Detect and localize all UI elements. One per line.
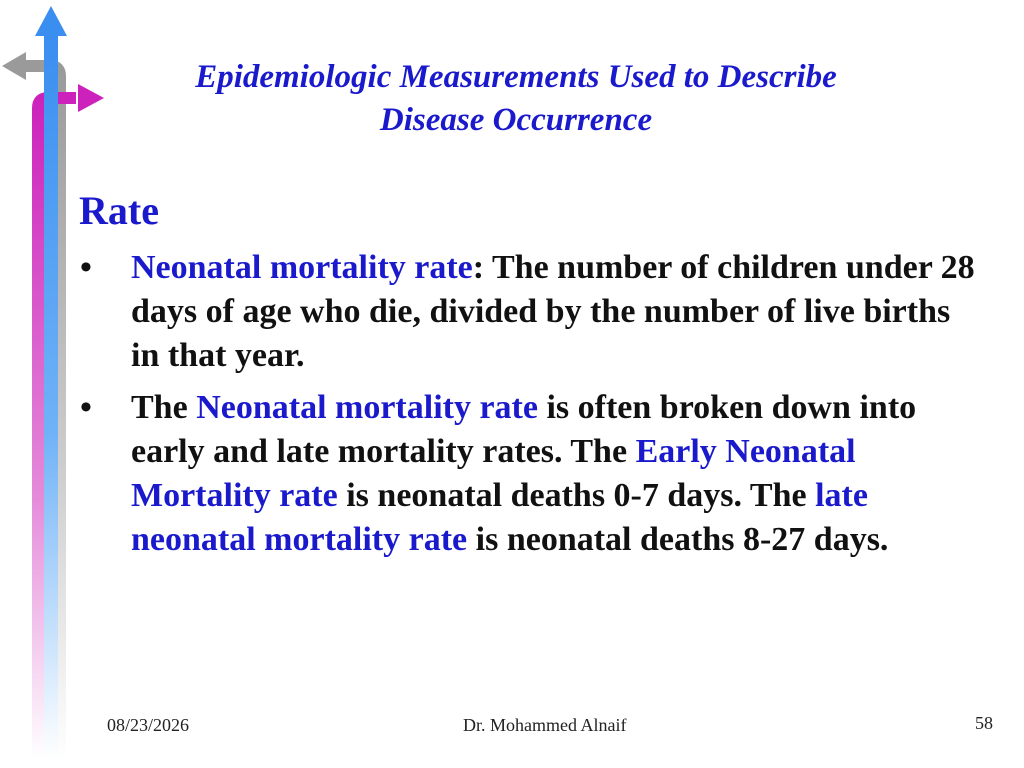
term-early-neonatal-mortality-rate: Early Neonatal Mortality rate bbox=[131, 433, 856, 514]
footer-author: Dr. Mohammed Alnaif bbox=[463, 715, 627, 735]
bullet-item bbox=[80, 386, 980, 562]
slide-title-line-1: Epidemiologic Measurements Used to Describe bbox=[195, 59, 837, 95]
bullet-text: is neonatal deaths 0-7 days. The bbox=[337, 477, 816, 514]
bullet-icon: • bbox=[80, 389, 92, 426]
page-number: 58 bbox=[975, 713, 993, 733]
bullet-item bbox=[80, 246, 980, 378]
term-late-neonatal-mortality-rate: late neonatal mortality rate bbox=[131, 477, 868, 558]
bullet-icon: • bbox=[80, 249, 92, 286]
bullet-list bbox=[80, 246, 980, 570]
section-heading: Rate bbox=[79, 188, 159, 233]
bullet-text: is often broken down into early and late mortality rates. The bbox=[131, 389, 917, 470]
slide-title bbox=[110, 56, 922, 142]
bullet-text: is neonatal deaths 8-27 days. bbox=[467, 521, 889, 558]
term-neonatal-mortality-rate: Neonatal mortality rate bbox=[131, 249, 473, 286]
term-neonatal-mortality-rate: Neonatal mortality rate bbox=[196, 389, 538, 426]
bullet-text: : The number of children under 28 days of age who die, divided by the number of live births in that year. bbox=[131, 249, 975, 374]
bullet-text: The bbox=[131, 389, 197, 426]
footer-date: 08/23/2026 bbox=[107, 715, 190, 735]
slide-title-line-2: Disease Occurrence bbox=[379, 102, 653, 138]
